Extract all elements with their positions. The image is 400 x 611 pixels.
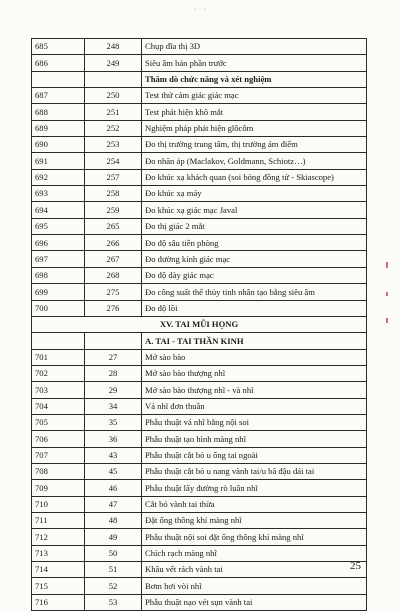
procedure-name: Test thử cảm giác giác mạc (142, 88, 367, 104)
table-row (32, 578, 367, 594)
table-row (32, 88, 367, 104)
procedure-name: Bơm hơi vòi nhĩ (142, 578, 367, 594)
procedure-name: Đo thị trường trung tâm, thị trường ám điểm (142, 137, 367, 153)
table-row (32, 104, 367, 120)
sub-number: 34 (85, 398, 142, 414)
row-number: 687 (32, 88, 85, 104)
sub-number: 251 (85, 104, 142, 120)
procedure-name: Phẫu thuật tạo hình màng nhĩ (142, 431, 367, 447)
procedure-name: Đo nhãn áp (Maclakov, Goldmann, Schiotz…) (142, 153, 367, 169)
table-row (32, 153, 367, 169)
sub-number: 267 (85, 251, 142, 267)
row-number: 705 (32, 414, 85, 430)
procedure-name: Mở sào bào thượng nhĩ - và nhĩ (142, 382, 367, 398)
procedure-name: Phẫu thuật nạo vét sụn vành tai (142, 594, 367, 610)
sub-number: 45 (85, 463, 142, 479)
procedure-name: Phẫu thuật cắt bỏ u nang vành tai/u bã đậu dái tai (142, 463, 367, 479)
sub-number: 250 (85, 88, 142, 104)
chapter-title: XV. TAI MŨI HỌNG (32, 316, 367, 332)
table-row (32, 267, 367, 283)
sub-number: 257 (85, 169, 142, 185)
sub-number: 253 (85, 137, 142, 153)
procedure-name: Đo độ sâu tiền phòng (142, 235, 367, 251)
row-number: 696 (32, 235, 85, 251)
procedure-name: Khâu vết rách vành tai (142, 562, 367, 578)
row-number: 700 (32, 300, 85, 316)
row-number: 695 (32, 218, 85, 234)
section-row (32, 71, 367, 87)
row-number: 702 (32, 365, 85, 381)
sub-number: 266 (85, 235, 142, 251)
procedure-name: Vá nhĩ đơn thuần (142, 398, 367, 414)
sub-number: 28 (85, 365, 142, 381)
procedure-table-body (32, 39, 367, 611)
sub-number: 248 (85, 39, 142, 55)
procedure-name: Đo đường kính giác mạc (142, 251, 367, 267)
sub-number: 249 (85, 55, 142, 71)
row-number-cell (32, 71, 85, 87)
sub-number-cell (85, 333, 142, 349)
table-row (32, 414, 367, 430)
row-number: 689 (32, 120, 85, 136)
table-row (32, 349, 367, 365)
chapter-row (32, 316, 367, 332)
table-row (32, 463, 367, 479)
sub-number: 268 (85, 267, 142, 283)
sub-number: 52 (85, 578, 142, 594)
sub-number: 276 (85, 300, 142, 316)
procedure-name: Đo khúc xạ giác mạc Javal (142, 202, 367, 218)
procedure-name: Đo độ lồi (142, 300, 367, 316)
page-header-mark: ‹ · › (194, 4, 206, 13)
procedure-name: Đo thị giác 2 mắt (142, 218, 367, 234)
procedure-name: Đo công suất thể thủy tinh nhân tạo bằng siêu âm (142, 284, 367, 300)
row-number: 707 (32, 447, 85, 463)
procedure-name: Nghiệm pháp phát hiện glôcôm (142, 120, 367, 136)
table-row (32, 512, 367, 528)
table-row (32, 186, 367, 202)
table-row (32, 218, 367, 234)
row-number: 704 (32, 398, 85, 414)
procedure-name: Phẫu thuật lấy đường rò luân nhĩ (142, 480, 367, 496)
sub-number: 258 (85, 186, 142, 202)
table-row (32, 284, 367, 300)
sub-number: 35 (85, 414, 142, 430)
row-number: 712 (32, 529, 85, 545)
table-row (32, 120, 367, 136)
row-number: 711 (32, 512, 85, 528)
row-number: 709 (32, 480, 85, 496)
row-number: 690 (32, 137, 85, 153)
table-row (32, 235, 367, 251)
row-number: 713 (32, 545, 85, 561)
table-row (32, 251, 367, 267)
sub-number: 265 (85, 218, 142, 234)
row-number: 692 (32, 169, 85, 185)
row-number: 694 (32, 202, 85, 218)
row-number: 688 (32, 104, 85, 120)
row-number: 686 (32, 55, 85, 71)
row-number: 693 (32, 186, 85, 202)
sub-number: 51 (85, 562, 142, 578)
table-row (32, 39, 367, 55)
table-row (32, 55, 367, 71)
row-number: 701 (32, 349, 85, 365)
procedure-name: Phẫu thuật nội soi đặt ống thông khí màng nhĩ (142, 529, 367, 545)
table-row (32, 137, 367, 153)
table-row (32, 431, 367, 447)
table-row (32, 529, 367, 545)
sub-number: 49 (85, 529, 142, 545)
sub-number: 252 (85, 120, 142, 136)
row-number: 685 (32, 39, 85, 55)
procedure-name: Đo độ dày giác mạc (142, 267, 367, 283)
sub-number: 48 (85, 512, 142, 528)
table-row (32, 447, 367, 463)
row-number: 710 (32, 496, 85, 512)
procedure-name: Đặt ống thông khí màng nhĩ (142, 512, 367, 528)
procedure-name: Đo khúc xạ khách quan (soi bóng đồng tử - Skiascope) (142, 169, 367, 185)
row-number: 714 (32, 562, 85, 578)
row-number: 703 (32, 382, 85, 398)
row-number: 716 (32, 594, 85, 610)
sub-number: 254 (85, 153, 142, 169)
section-title: A. TAI - TAI THẦN KINH (142, 333, 367, 349)
procedure-table (31, 38, 367, 611)
procedure-name: Mở sào bào thượng nhĩ (142, 365, 367, 381)
page-number: 25 (350, 560, 361, 572)
procedure-name: Chụp đĩa thị 3D (142, 39, 367, 55)
procedure-name: Test phát hiện khô mắt (142, 104, 367, 120)
row-number: 691 (32, 153, 85, 169)
procedure-name: Chích rạch màng nhĩ (142, 545, 367, 561)
row-number: 706 (32, 431, 85, 447)
margin-mark (386, 262, 388, 268)
table-row (32, 300, 367, 316)
procedure-name: Siêu âm bán phần trước (142, 55, 367, 71)
sub-number: 27 (85, 349, 142, 365)
sub-number: 29 (85, 382, 142, 398)
table-row (32, 480, 367, 496)
table-row (32, 545, 367, 561)
table-row (32, 496, 367, 512)
sub-number: 53 (85, 594, 142, 610)
table-row (32, 562, 367, 578)
table-row (32, 382, 367, 398)
sub-number: 46 (85, 480, 142, 496)
table-row (32, 202, 367, 218)
section-row (32, 333, 367, 349)
sub-number: 43 (85, 447, 142, 463)
sub-number: 50 (85, 545, 142, 561)
row-number-cell (32, 333, 85, 349)
procedure-name: Đo khúc xạ máy (142, 186, 367, 202)
row-number: 698 (32, 267, 85, 283)
row-number: 699 (32, 284, 85, 300)
sub-number: 259 (85, 202, 142, 218)
sub-number: 47 (85, 496, 142, 512)
row-number: 715 (32, 578, 85, 594)
sub-number: 36 (85, 431, 142, 447)
procedure-name: Mở sào bào (142, 349, 367, 365)
table-row (32, 169, 367, 185)
table-row (32, 398, 367, 414)
table-row (32, 594, 367, 610)
section-title: Thăm dò chức năng và xét nghiệm (142, 71, 367, 87)
procedure-name: Phẫu thuật cắt bỏ u ống tai ngoài (142, 447, 367, 463)
sub-number: 275 (85, 284, 142, 300)
margin-mark (386, 292, 388, 296)
sub-number-cell (85, 71, 142, 87)
procedure-name: Cắt bỏ vành tai thừa (142, 496, 367, 512)
procedure-name: Phẫu thuật vá nhĩ bằng nội soi (142, 414, 367, 430)
table-row (32, 365, 367, 381)
margin-mark (386, 318, 388, 323)
row-number: 708 (32, 463, 85, 479)
row-number: 697 (32, 251, 85, 267)
